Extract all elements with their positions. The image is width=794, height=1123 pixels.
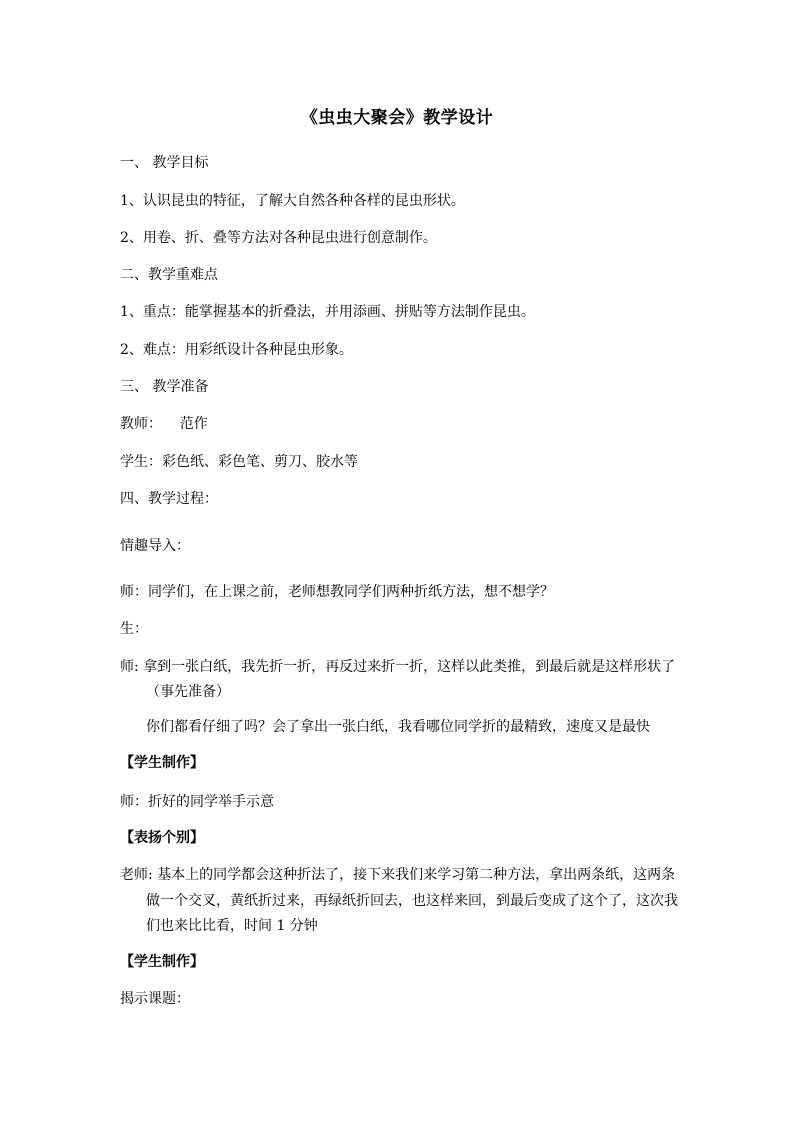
- dialogue-teacher-3: 你们都看仔细了吗？会了拿出一张白纸，我看哪位同学折的最精致，速度又是最快: [146, 719, 650, 735]
- dialogue-teacher-5-line-2: 做一个交叉，黄纸折过来，再绿纸折回去，也这样来回，到最后变成了这个了，这次我: [146, 893, 678, 909]
- objective-item-2: 2、用卷、折、叠等方法对各种昆虫进行创意制作。: [120, 230, 437, 246]
- section-heading-objectives: 一、 教学目标: [120, 155, 209, 171]
- intro-heading: 情趣导入：: [120, 538, 190, 554]
- dialogue-teacher-2-line-2: （事先准备）: [146, 684, 230, 700]
- dialogue-teacher-5-line-1: 老师: 基本上的同学都会这种折法了，接下来我们来学习第二种方法，拿出两条纸，这两条: [120, 867, 676, 883]
- dialogue-teacher-5-line-3: 们也来比比看，时间 1 分钟: [146, 918, 318, 934]
- dialogue-teacher-4: 师：折好的同学举手示意: [120, 794, 274, 810]
- preparation-student: 学生：彩色纸、彩色笔、剪刀、胶水等: [120, 454, 358, 470]
- preparation-teacher: 教师： 范作: [120, 416, 208, 432]
- dialogue-teacher-2-line-1: 师: 拿到一张白纸，我先折一折，再反过来折一折，这样以此类推，到最后就是这样形状了: [120, 659, 676, 675]
- document-title: 《虫虫大聚会》教学设计: [300, 108, 494, 128]
- bracket-note-student-work-2: 【学生制作】: [120, 954, 204, 970]
- dialogue-student-1: 生：: [120, 621, 148, 637]
- key-point-item-2: 2、难点：用彩纸设计各种昆虫形象。: [120, 342, 353, 358]
- objective-item-1: 1、认识昆虫的特征，了解大自然各种各样的昆虫形状。: [120, 193, 465, 209]
- section-heading-process: 四、教学过程：: [120, 491, 218, 507]
- dialogue-teacher-1: 师：同学们，在上课之前，老师想教同学们两种折纸方法，想不想学？: [120, 584, 554, 600]
- section-heading-key-points: 二、教学重难点: [120, 267, 218, 283]
- section-heading-preparation: 三、 教学准备: [120, 379, 209, 395]
- bracket-note-praise: 【表扬个别】: [120, 830, 204, 846]
- bracket-note-student-work-1: 【学生制作】: [120, 755, 204, 771]
- key-point-item-1: 1、重点：能掌握基本的折叠法，并用添画、拼贴等方法制作昆虫。: [120, 304, 535, 320]
- reveal-topic-heading: 揭示课题：: [120, 991, 190, 1007]
